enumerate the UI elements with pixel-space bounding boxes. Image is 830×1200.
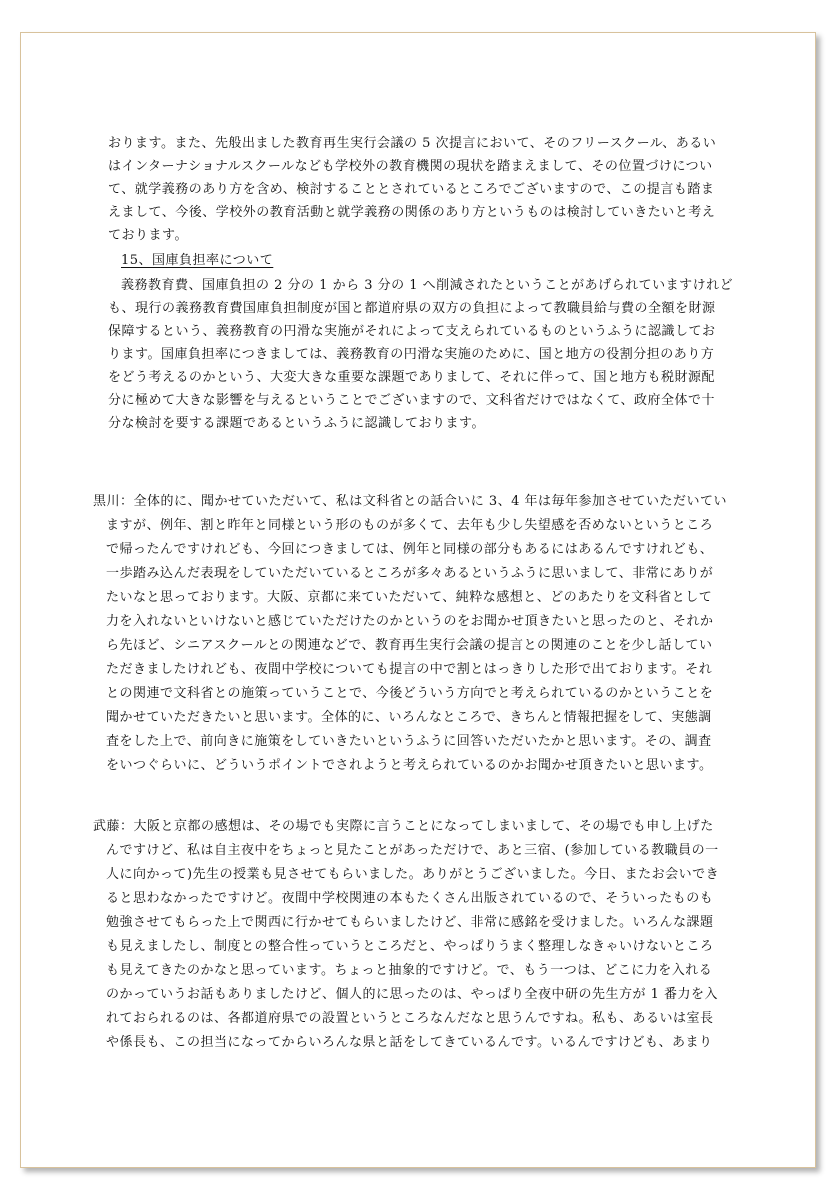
- text-line: 勉強させてもらった上で関西に行かせてもらいましたけど、非常に感銘を受けました。いろんな課題: [106, 915, 714, 930]
- text-line: 保障するという、義務教育の円滑な実施がそれによって支えられているものというふうに認識してお: [108, 324, 716, 339]
- text-line: との関連で文科省との施策っていうことで、今後どういう方向でと考えられているのかということを: [106, 686, 714, 701]
- text-line: 一歩踏み込んだ表現をしていただいているところが多々あるというふうに思いまして、非常にありが: [106, 566, 714, 581]
- text-line: れておられるのは、各都道府県での設置というところなんだなと思うんですね。私も、あるいは室長: [106, 1011, 714, 1026]
- text-line: 人に向かって)先生の授業も見させてもらいました。ありがとうございました。今日、またお会いでき: [106, 867, 720, 882]
- text-line: のかっていうお話もありましたけど、個人的に思ったのは、やっぱり全夜中研の先生方が 1 番力を入: [106, 987, 719, 1002]
- text-line: ると思わなかったですけど。夜間中学校関連の本もたくさん出版されているので、そういったものも: [106, 891, 714, 906]
- text-line: も、現行の義務教育費国庫負担制度が国と都道府県の双方の負担によって教職員給与費の全額を財源: [108, 301, 716, 316]
- text-line: 査をした上で、前向きに施策をしていきたいというふうに回答いただいたかと思います。その、調査: [106, 734, 712, 749]
- section-heading: 15、国庫負担率について: [121, 253, 274, 268]
- text-line: て、就学義務のあり方を含め、検討することとされているところでございますので、この提言も踏ま: [108, 182, 715, 197]
- text-line: 分に極めて大きな影響を与えるということでございますので、文科省だけではなくて、政府全体で十: [108, 393, 715, 408]
- text-line: も見えてきたのかなと思っています。ちょっと抽象的ですけど。で、もう一つは、どこに力を入れる: [106, 963, 713, 978]
- text-line: や係長も、この担当になってからいろんな県と話をしてきているんです。いるんですけども、あまり: [106, 1035, 713, 1050]
- text-line: 黒川：全体的に、聞かせていただいて、私は文科省との話合いに 3、4 年は毎年参加させていただいてい: [93, 494, 728, 509]
- text-line: ますが、例年、割と昨年と同様という形のものが多くて、去年も少し失望感を否めないというところ: [106, 518, 714, 533]
- text-line: をどう考えるのかという、大変大きな重要な課題でありまして、それに伴って、国と地方も税財源配: [108, 370, 715, 385]
- text-line: ら先ほど、シニアスクールとの関連などで、教育再生実行会議の提言との関連のことを少し話してい: [106, 638, 713, 653]
- text-line: をいつぐらいに、どういうポイントでされようと考えられているのかお聞かせ頂きたいと思います。: [106, 758, 713, 773]
- text-line: 聞かせていただきたいと思います。全体的に、いろんなところで、きちんと情報把握をして、実態調: [106, 710, 712, 725]
- text-line: おります。また、先般出ました教育再生実行会議の 5 次提言において、そのフリースクール、あるい: [108, 136, 717, 151]
- text-line: ります。国庫負担率につきましては、義務教育の円滑な実施のために、国と地方の役割分担のあり方: [108, 347, 715, 362]
- text-line: 武藤：大阪と京都の感想は、その場でも実際に言うことになってしまいまして、その場でも申し上げた: [93, 819, 714, 834]
- text-line: ただきましたけれども、夜間中学校についても提言の中で割とはっきりした形で出ております。それ: [106, 662, 713, 677]
- text-line: で帰ったんですけれども、今回につきましては、例年と同様の部分もあるにはあるんですけれども、: [106, 542, 714, 557]
- text-line: も見えましたし、制度との整合性っていうところだと、やっぱりうまく整理しなきゃいけないところ: [106, 939, 714, 954]
- text-line: 力を入れないといけないと感じていただけたのかというのをお聞かせ頂きたいと思ったのと、それか: [106, 614, 714, 629]
- text-line: んですけど、私は自主夜中をちょっと見たことがあっただけで、あと三宿、(参加している教職員の一: [106, 843, 719, 858]
- text-line: はインターナショナルスクールなども学校外の教育機関の現状を踏まえまして、その位置づけについ: [108, 159, 713, 174]
- text-line: えまして、今後、学校外の教育活動と就学義務の関係のあり方というものは検討していきたいと考え: [108, 205, 716, 220]
- text-line: 義務教育費、国庫負担の 2 分の 1 から 3 分の 1 へ削減されたということがあげられていますけれど: [121, 278, 734, 293]
- text-line: ております。: [108, 228, 188, 243]
- text-line: たいなと思っております。大阪、京都に来ていただいて、純粋な感想と、どのあたりを文科省として: [106, 590, 713, 605]
- text-line: 分な検討を要する課題であるというふうに認識しております。: [108, 416, 485, 431]
